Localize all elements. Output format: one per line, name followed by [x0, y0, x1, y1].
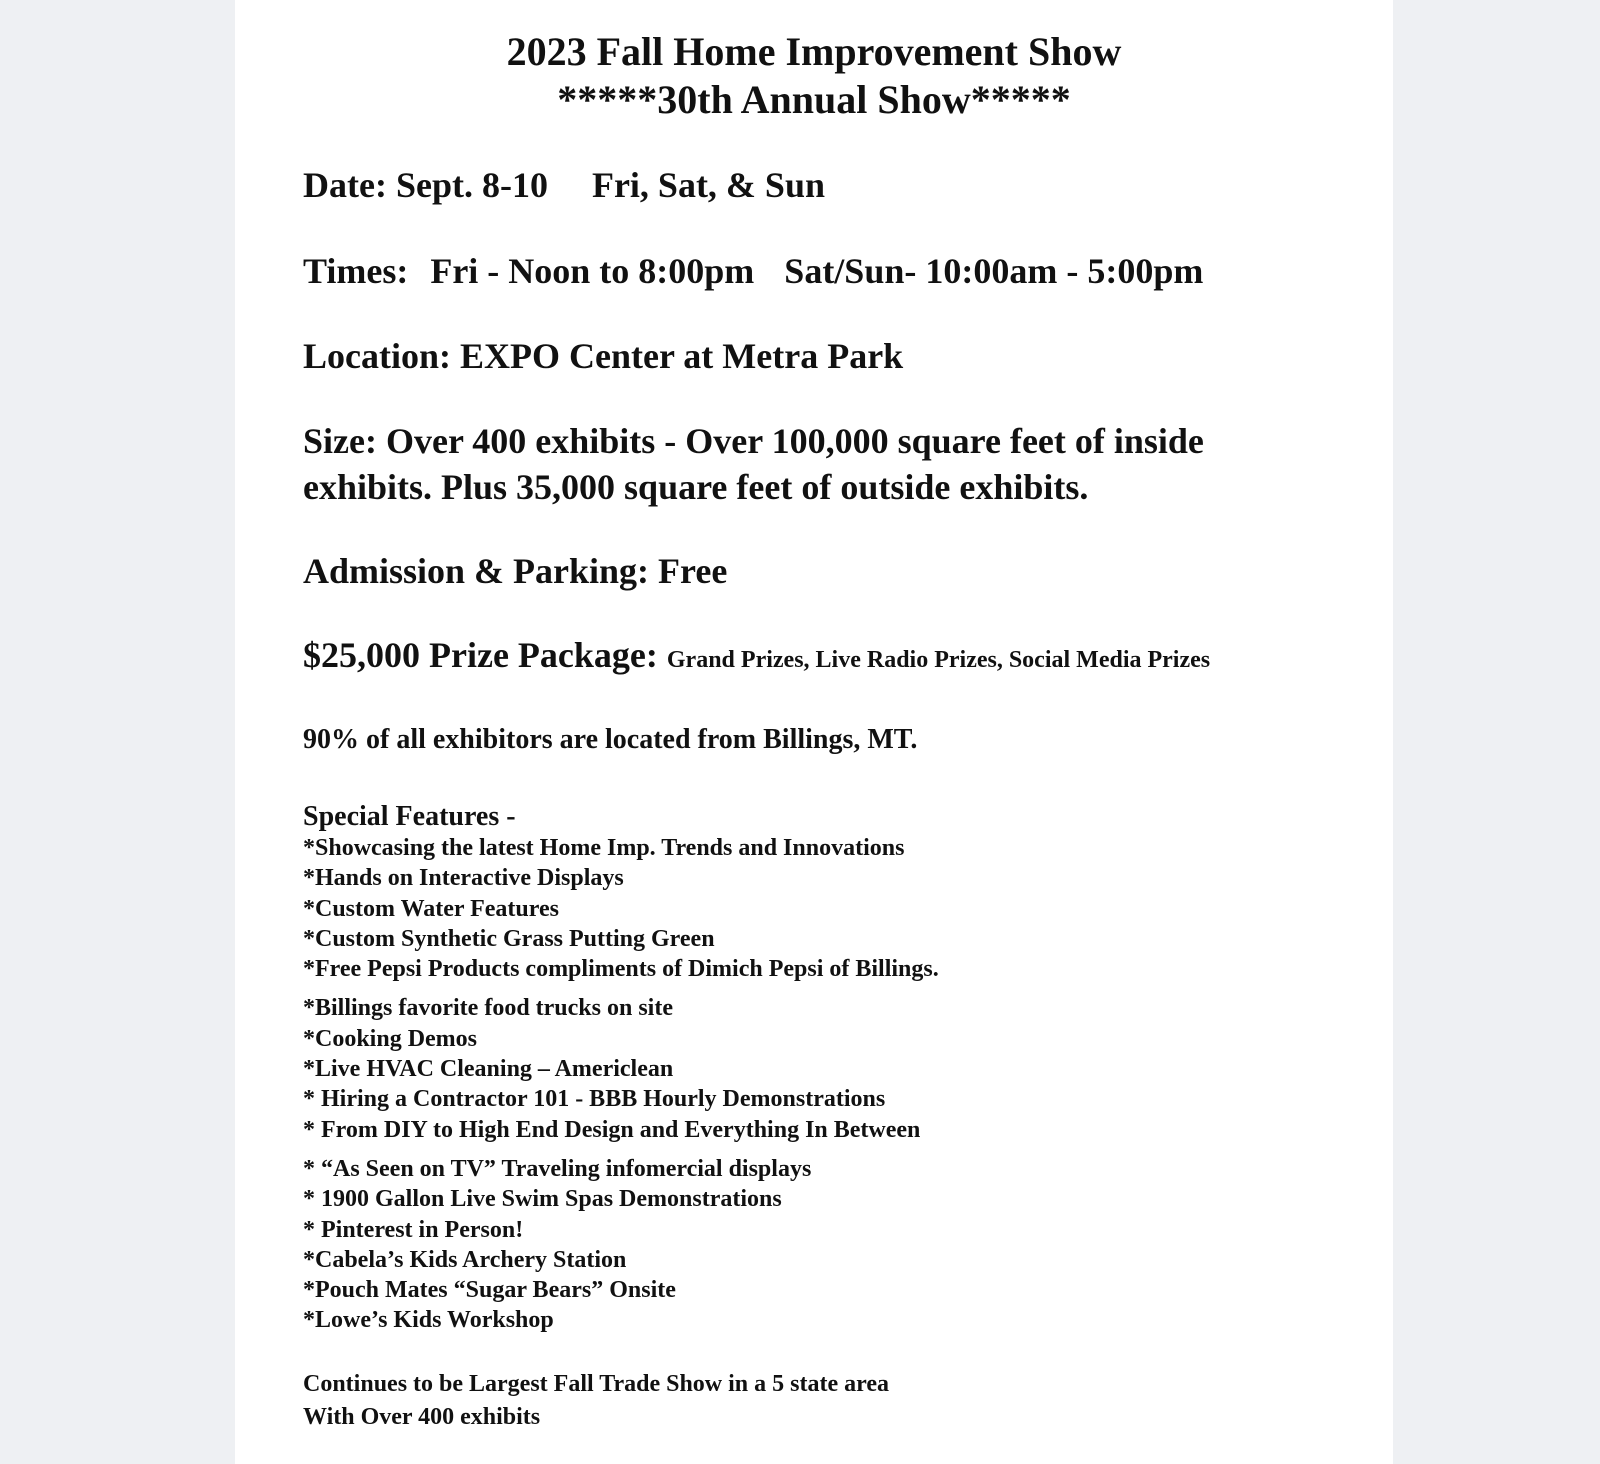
features-heading: Special Features -: [303, 801, 516, 832]
title-line-1: 2023 Fall Home Improvement Show: [506, 29, 1122, 74]
times-fri: Fri - Noon to 8:00pm: [430, 251, 755, 291]
list-item: *Live HVAC Cleaning – Americlean: [303, 1056, 674, 1083]
list-item: *Hands on Interactive Displays: [303, 865, 624, 892]
list-item: *Cooking Demos: [303, 1025, 478, 1052]
page-title: [235, 28, 1393, 124]
list-item: *Lowe’s Kids Workshop: [303, 1307, 554, 1334]
list-item: *Custom Synthetic Grass Putting Green: [303, 925, 715, 952]
feature-list-group-1: [303, 833, 1383, 984]
prize-label: $25,000 Prize Package:: [303, 635, 658, 675]
closing-line-2: With Over 400 exhibits: [303, 1403, 541, 1430]
flyer-content: [303, 28, 1383, 1434]
title-line-2: *****30th Annual Show*****: [557, 77, 1071, 122]
list-item: *Pouch Mates “Sugar Bears” Onsite: [303, 1277, 676, 1304]
closing-line-1: Continues to be Largest Fall Trade Show in a 5 state area: [303, 1370, 889, 1397]
times-line: [303, 248, 1383, 294]
document-page: [235, 0, 1393, 1464]
times-satsun: Sat/Sun- 10:00am - 5:00pm: [784, 251, 1204, 291]
list-item: *Cabela’s Kids Archery Station: [303, 1246, 627, 1273]
list-item: *Custom Water Features: [303, 895, 559, 922]
date-line: [303, 162, 1383, 208]
list-item: * “As Seen on TV” Traveling infomercial displays: [303, 1155, 812, 1182]
times-label: Times:: [303, 251, 409, 291]
list-item: * 1900 Gallon Live Swim Spas Demonstrations: [303, 1186, 782, 1213]
prize-line: [303, 632, 1383, 683]
date-label: Date: Sept. 8-10: [303, 165, 548, 205]
list-item: *Billings favorite food trucks on site: [303, 995, 673, 1022]
list-item: * From DIY to High End Design and Everything In Between: [303, 1116, 921, 1143]
list-item: * Hiring a Contractor 101 - BBB Hourly Demonstrations: [303, 1086, 886, 1113]
list-item: * Pinterest in Person!: [303, 1216, 524, 1243]
admission-line: Admission & Parking: Free: [303, 551, 728, 591]
list-item: *Showcasing the latest Home Imp. Trends and Innovations: [303, 835, 905, 861]
exhibitors-line: 90% of all exhibitors are located from Billings, MT.: [303, 724, 918, 755]
list-item: *Free Pepsi Products compliments of Dimich Pepsi of Billings.: [303, 956, 939, 983]
prize-details: Grand Prizes, Live Radio Prizes, Social Media Prizes: [666, 647, 1211, 673]
location-line: Location: EXPO Center at Metra Park: [303, 336, 904, 376]
feature-list-group-3: [303, 1154, 1383, 1336]
size-line: Size: Over 400 exhibits - Over 100,000 square feet of inside exhibits. Plus 35,000 square feet of outside exhibits.: [303, 421, 1204, 507]
closing-note: [303, 1368, 1383, 1434]
feature-list-group-2: [303, 993, 1383, 1144]
date-days: Fri, Sat, & Sun: [591, 165, 825, 205]
